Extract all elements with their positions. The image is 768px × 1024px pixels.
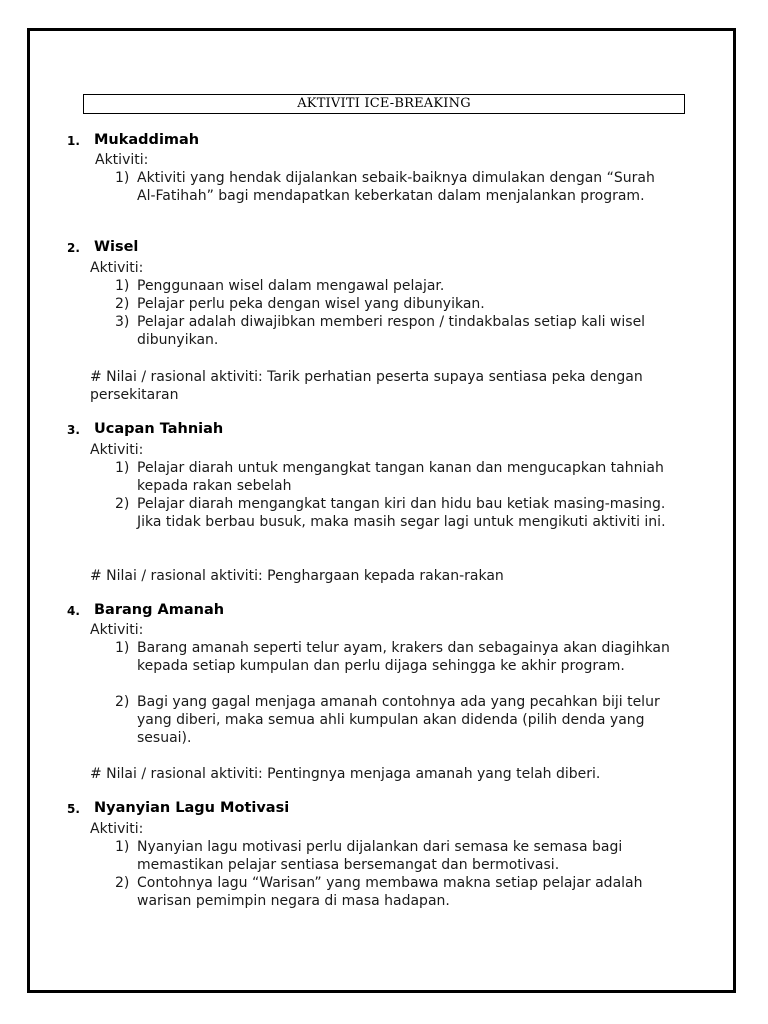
item-text: Pelajar diarah mengangkat tangan kiri dan hidu bau ketiak masing-masing. Jika tidak berbau busuk, maka masih segar lagi untuk mengikuti aktiviti ini. bbox=[137, 496, 666, 530]
item-number: 1) bbox=[115, 170, 130, 186]
nilai-note: # Nilai / rasional aktiviti: Tarik perhatian peserta supaya sentiasa peka dengan persekitaran bbox=[90, 369, 643, 403]
list-item bbox=[115, 693, 675, 747]
list-item bbox=[115, 874, 675, 910]
nilai-note: # Nilai / rasional aktiviti: Pentingnya menjaga amanah yang telah diberi. bbox=[90, 766, 601, 782]
item-number: 1) bbox=[115, 278, 130, 294]
item-number: 2) bbox=[115, 496, 130, 512]
section-number: 2. bbox=[67, 241, 80, 255]
section-number: 3. bbox=[67, 423, 80, 437]
nilai-note: # Nilai / rasional aktiviti: Penghargaan kepada rakan-rakan bbox=[90, 568, 504, 584]
item-text: Pelajar perlu peka dengan wisel yang dibunyikan. bbox=[137, 296, 485, 312]
activity-label: Aktiviti: bbox=[90, 821, 144, 837]
section-heading: Barang Amanah bbox=[94, 602, 225, 618]
activity-label: Aktiviti: bbox=[90, 442, 144, 458]
item-text: Nyanyian lagu motivasi perlu dijalankan dari semasa ke semasa bagi memastikan pelajar sentiasa bersemangat dan bermotivasi. bbox=[137, 839, 623, 873]
activity-label: Aktiviti: bbox=[95, 152, 149, 168]
item-text: Barang amanah seperti telur ayam, krakers dan sebagainya akan diagihkan kepada setiap kumpulan dan perlu dijaga sehingga ke akhir program. bbox=[137, 640, 670, 674]
list-item bbox=[115, 277, 675, 295]
document-title: AKTIVITI ICE-BREAKING bbox=[83, 94, 685, 114]
item-number: 2) bbox=[115, 875, 130, 891]
activity-label: Aktiviti: bbox=[90, 622, 144, 638]
list-item bbox=[115, 459, 675, 495]
item-number: 2) bbox=[115, 694, 130, 710]
item-text: Pelajar diarah untuk mengangkat tangan kanan dan mengucapkan tahniah kepada rakan sebelah bbox=[137, 460, 664, 494]
section-heading: Mukaddimah bbox=[94, 132, 200, 148]
list-item bbox=[115, 313, 675, 349]
item-text: Pelajar adalah diwajibkan memberi respon / tindakbalas setiap kali wisel dibunyikan. bbox=[137, 314, 646, 348]
item-text: Bagi yang gagal menjaga amanah contohnya ada yang pecahkan biji telur yang diberi, maka semua ahli kumpulan akan didenda (pilih denda yang sesuai). bbox=[137, 694, 660, 746]
list-item bbox=[115, 295, 675, 313]
item-text: Aktiviti yang hendak dijalankan sebaik-baiknya dimulakan dengan “Surah Al-Fatihah” bagi mendapatkan keberkatan dalam menjalankan program. bbox=[137, 170, 655, 204]
item-number: 3) bbox=[115, 314, 130, 330]
section-number: 4. bbox=[67, 604, 80, 618]
list-item bbox=[115, 838, 675, 874]
section-heading: Wisel bbox=[94, 239, 139, 255]
item-text: Contohnya lagu “Warisan” yang membawa makna setiap pelajar adalah warisan pemimpin negara di masa hadapan. bbox=[137, 875, 643, 909]
item-number: 1) bbox=[115, 640, 130, 656]
list-item bbox=[115, 169, 675, 205]
item-number: 1) bbox=[115, 839, 130, 855]
item-text: Penggunaan wisel dalam mengawal pelajar. bbox=[137, 278, 445, 294]
item-number: 2) bbox=[115, 296, 130, 312]
list-item bbox=[115, 639, 675, 675]
section-heading: Nyanyian Lagu Motivasi bbox=[94, 800, 290, 816]
activity-label: Aktiviti: bbox=[90, 260, 144, 276]
section-number: 5. bbox=[67, 802, 80, 816]
section-number: 1. bbox=[67, 134, 80, 148]
item-number: 1) bbox=[115, 460, 130, 476]
list-item bbox=[115, 495, 675, 531]
section-heading: Ucapan Tahniah bbox=[94, 421, 224, 437]
